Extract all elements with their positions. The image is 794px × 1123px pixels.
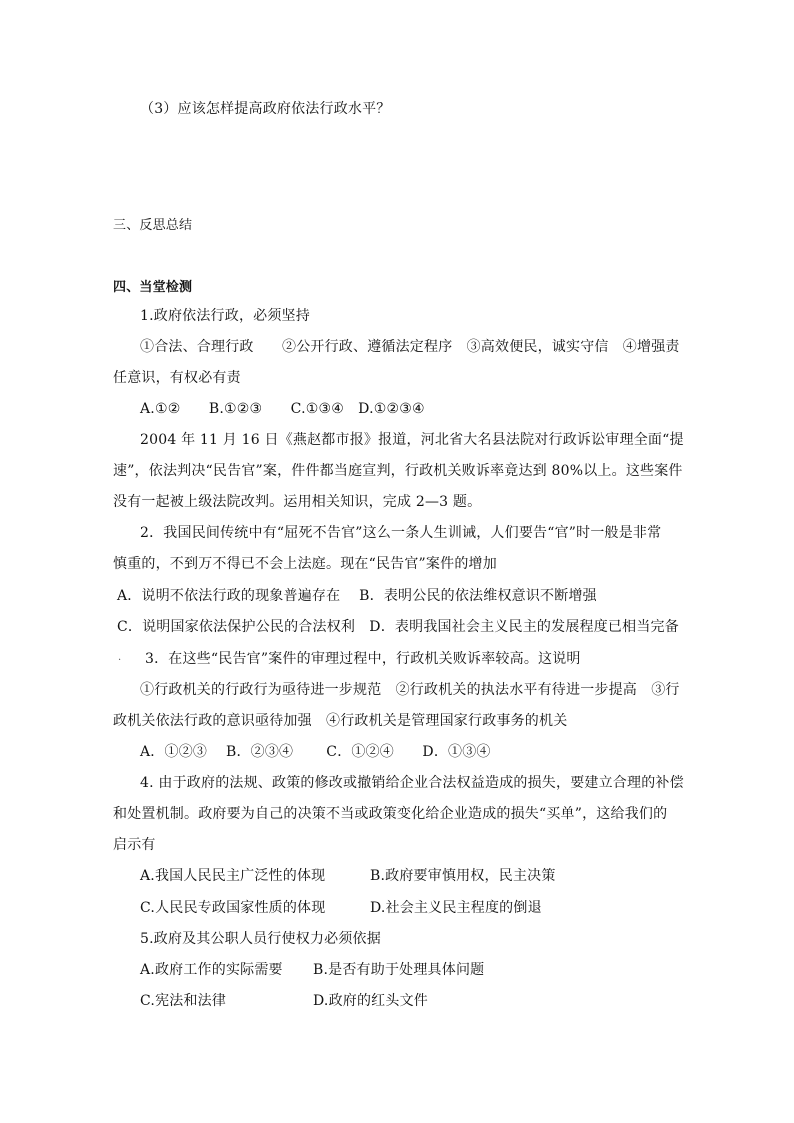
material-line2: 速”，依法判决“民告官”案，件件都当庭宣判，行政机关败诉率竟达到 80%以上。这些案件 (113, 463, 683, 479)
q3-options-line1: ①行政机关的行政行为亟待进一步规范 ②行政机关的执法水平有待进一步提高 ③行 (140, 682, 680, 698)
q4-option-c: C.人民民专政国家性质的体现 (140, 900, 326, 916)
q1-stem: 1.政府依法行政，必须坚持 (140, 308, 310, 324)
q5-option-b: B.是否有助于处理具体问题 (313, 962, 485, 978)
q4-stem-line2: 和处置机制。政府要为自己的决策不当或政策变化给企业造成的损失“买单”，这给我们的 (113, 806, 668, 822)
q2-options-ab: A．说明不依法行政的现象普遍存在 B．表明公民的依法维权意识不断增强 (117, 588, 597, 604)
question-3-prompt: （3）应该怎样提高政府依法行政水平？ (140, 101, 391, 117)
q2-options-cd: C．说明国家依法保护公民的合法权利 D．表明我国社会主义民主的发展程度已相当完备 (117, 619, 679, 635)
q3-choices: A．①②③ B．②③④ C．①②④ D．①③④ (140, 744, 491, 760)
q4-option-b: B.政府要审慎用权，民主决策 (370, 868, 556, 884)
material-line3: 没有一起被上级法院改判。运用相关知识，完成 2—3 题。 (113, 494, 482, 510)
q5-stem: 5.政府及其公职人员行使权力必须依据 (140, 931, 381, 947)
section-test-title: 四、当堂检测 (113, 280, 193, 295)
q2-stem-line1: 2．我国民间传统中有“屈死不告官”这么一条人生训诫，人们要告“官”时一般是非常 (140, 525, 662, 541)
q4-option-a: A.我国人民民主广泛性的体现 (140, 868, 326, 884)
q5-option-d: D.政府的红头文件 (313, 993, 428, 1009)
q3-stem: 3．在这些“民告官”案件的审理过程中，行政机关败诉率较高。这说明 (145, 651, 581, 667)
q4-stem-line1: 4. 由于政府的法规、政策的修改或撤销给企业合法权益造成的损失，要建立合理的补偿 (140, 775, 684, 791)
q4-stem-line3: 启示有 (113, 837, 156, 853)
q2-stem-line2: 慎重的，不到万不得已不会上法庭。现在“民告官”案件的增加 (113, 556, 497, 572)
q4-option-d: D.社会主义民主程度的倒退 (370, 900, 542, 916)
q5-option-c: C.宪法和法律 (140, 993, 227, 1009)
q5-option-a: A.政府工作的实际需要 (140, 962, 283, 978)
material-line1: 2004 年 11 月 16 日《燕赵都市报》报道，河北省大名县法院对行政诉讼审理全面“提 (140, 432, 684, 448)
q3-options-line2: 政机关依法行政的意识亟待加强 ④行政机关是管理国家行政事务的机关 (113, 713, 568, 729)
section-reflection-title: 三、反思总结 (113, 218, 193, 233)
margin-dot-mark: . (118, 652, 122, 663)
q1-options-line2: 任意识，有权必有责 (113, 370, 241, 386)
q1-options-line1: ①合法、合理行政 ②公开行政、遵循法定程序 ③高效便民，诚实守信 ④增强责 (140, 339, 680, 355)
q1-choices: A.①② B.①②③ C.①③④ D.①②③④ (140, 401, 425, 417)
